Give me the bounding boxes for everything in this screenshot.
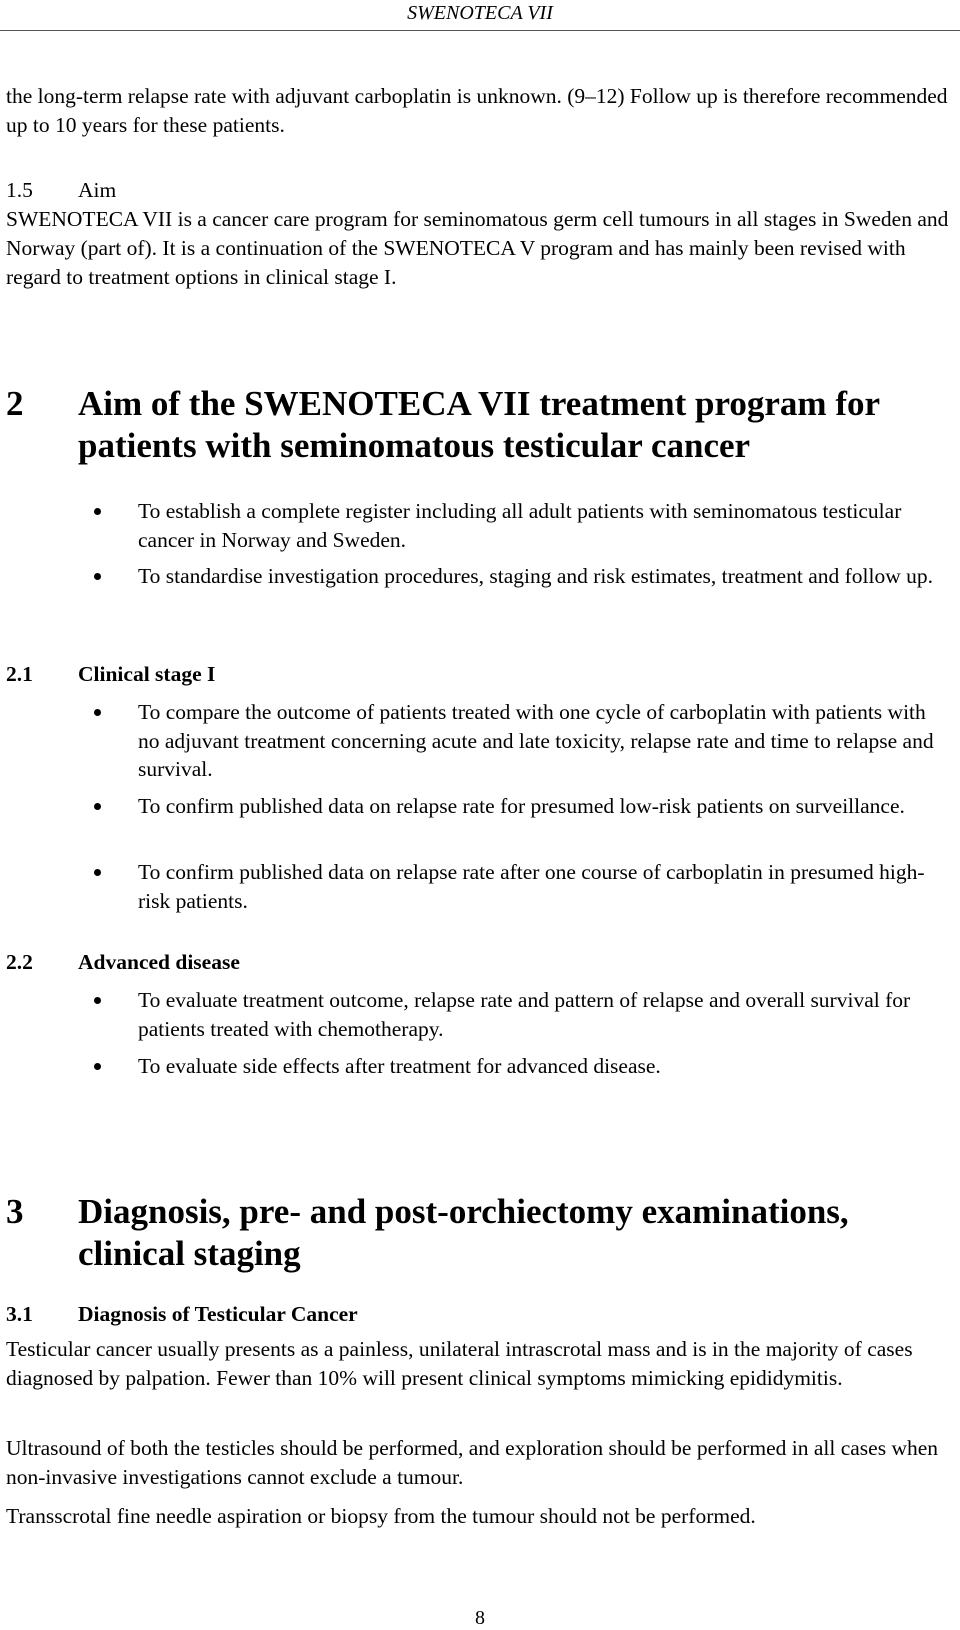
section-title: Diagnosis, pre- and post-orchiectomy examinations, clinical staging xyxy=(78,1192,849,1273)
running-header: SWENOTECA VII xyxy=(407,2,553,24)
section-3-1-heading xyxy=(6,1300,358,1329)
section-1-5-paragraph xyxy=(6,205,951,292)
header-rule xyxy=(0,30,960,31)
list-item xyxy=(96,986,941,1043)
section-number: 3.1 xyxy=(6,1302,33,1326)
list-item xyxy=(96,1052,941,1081)
list-item-text: To evaluate treatment outcome, relapse rate and pattern of relapse and overall survival for patients treated with chemotherapy. xyxy=(138,988,911,1041)
paragraph-text: Testicular cancer usually presents as a painless, unilateral intrascrotal mass and is in the majority of cases diagnosed by palpation. Fewer than 10% will present clinical symptoms mimicking epididymitis. xyxy=(6,1337,913,1390)
section-3-1-paragraph xyxy=(6,1502,951,1531)
section-2-heading xyxy=(6,383,951,467)
section-3-1-paragraph xyxy=(6,1434,951,1492)
list-item-text: To confirm published data on relapse rate for presumed low-risk patients on surveillance. xyxy=(138,794,905,818)
section-3-heading xyxy=(6,1191,951,1275)
list-item-text: To evaluate side effects after treatment for advanced disease. xyxy=(138,1054,661,1078)
bullet-icon xyxy=(94,803,101,810)
section-title: Diagnosis of Testicular Cancer xyxy=(78,1302,358,1326)
list-item xyxy=(96,858,941,915)
section-number: 1.5 xyxy=(6,178,33,202)
section-2-2-heading xyxy=(6,948,240,977)
section-number: 2 xyxy=(6,384,24,423)
list-item xyxy=(96,792,941,821)
list-item xyxy=(96,562,941,591)
paragraph-text: Ultrasound of both the testicles should be performed, and exploration should be performed in all cases when non-invasive investigations cannot exclude a tumour. xyxy=(6,1436,939,1489)
section-1-5-heading xyxy=(6,176,116,205)
section-3-1-paragraph xyxy=(6,1335,951,1393)
list-item xyxy=(96,698,941,784)
section-title: Aim xyxy=(78,178,117,202)
section-number: 2.2 xyxy=(6,950,33,974)
bullet-icon xyxy=(94,997,101,1004)
bullet-icon xyxy=(94,869,101,876)
section-number: 3 xyxy=(6,1192,24,1231)
section-number: 2.1 xyxy=(6,662,33,686)
bullet-icon xyxy=(94,1063,101,1070)
list-item-text: To compare the outcome of patients treated with one cycle of carboplatin with patients with no adjuvant treatment concerning acute and late toxicity, relapse rate and time to relapse and survival. xyxy=(138,700,934,781)
section-2-1-heading xyxy=(6,660,215,689)
intro-text: the long-term relapse rate with adjuvant carboplatin is unknown. (9–12) Follow up is therefore recommended up to 10 years for these patients. xyxy=(6,84,948,137)
paragraph-text: SWENOTECA VII is a cancer care program for seminomatous germ cell tumours in all stages in Sweden and Norway (part of). It is a continuation of the SWENOTECA V program and has mainly been revised with regard to treatment options in clinical stage I. xyxy=(6,207,949,289)
list-item-text: To standardise investigation procedures, staging and risk estimates, treatment and follow up. xyxy=(138,564,933,588)
bullet-icon xyxy=(94,508,101,515)
page-number: 8 xyxy=(475,1607,485,1629)
list-item-text: To establish a complete register including all adult patients with seminomatous testicular cancer in Norway and Sweden. xyxy=(138,499,902,552)
list-item xyxy=(96,497,941,554)
bullet-icon xyxy=(94,573,101,580)
section-title: Aim of the SWENOTECA VII treatment program for patients with seminomatous testicular cancer xyxy=(78,384,880,465)
section-title: Clinical stage I xyxy=(78,662,216,686)
section-title: Advanced disease xyxy=(78,950,240,974)
bullet-icon xyxy=(94,709,101,716)
list-item-text: To confirm published data on relapse rate after one course of carboplatin in presumed high-risk patients. xyxy=(138,860,925,913)
paragraph-text: Transscrotal fine needle aspiration or biopsy from the tumour should not be performed. xyxy=(6,1504,756,1528)
intro-paragraph xyxy=(6,82,951,140)
